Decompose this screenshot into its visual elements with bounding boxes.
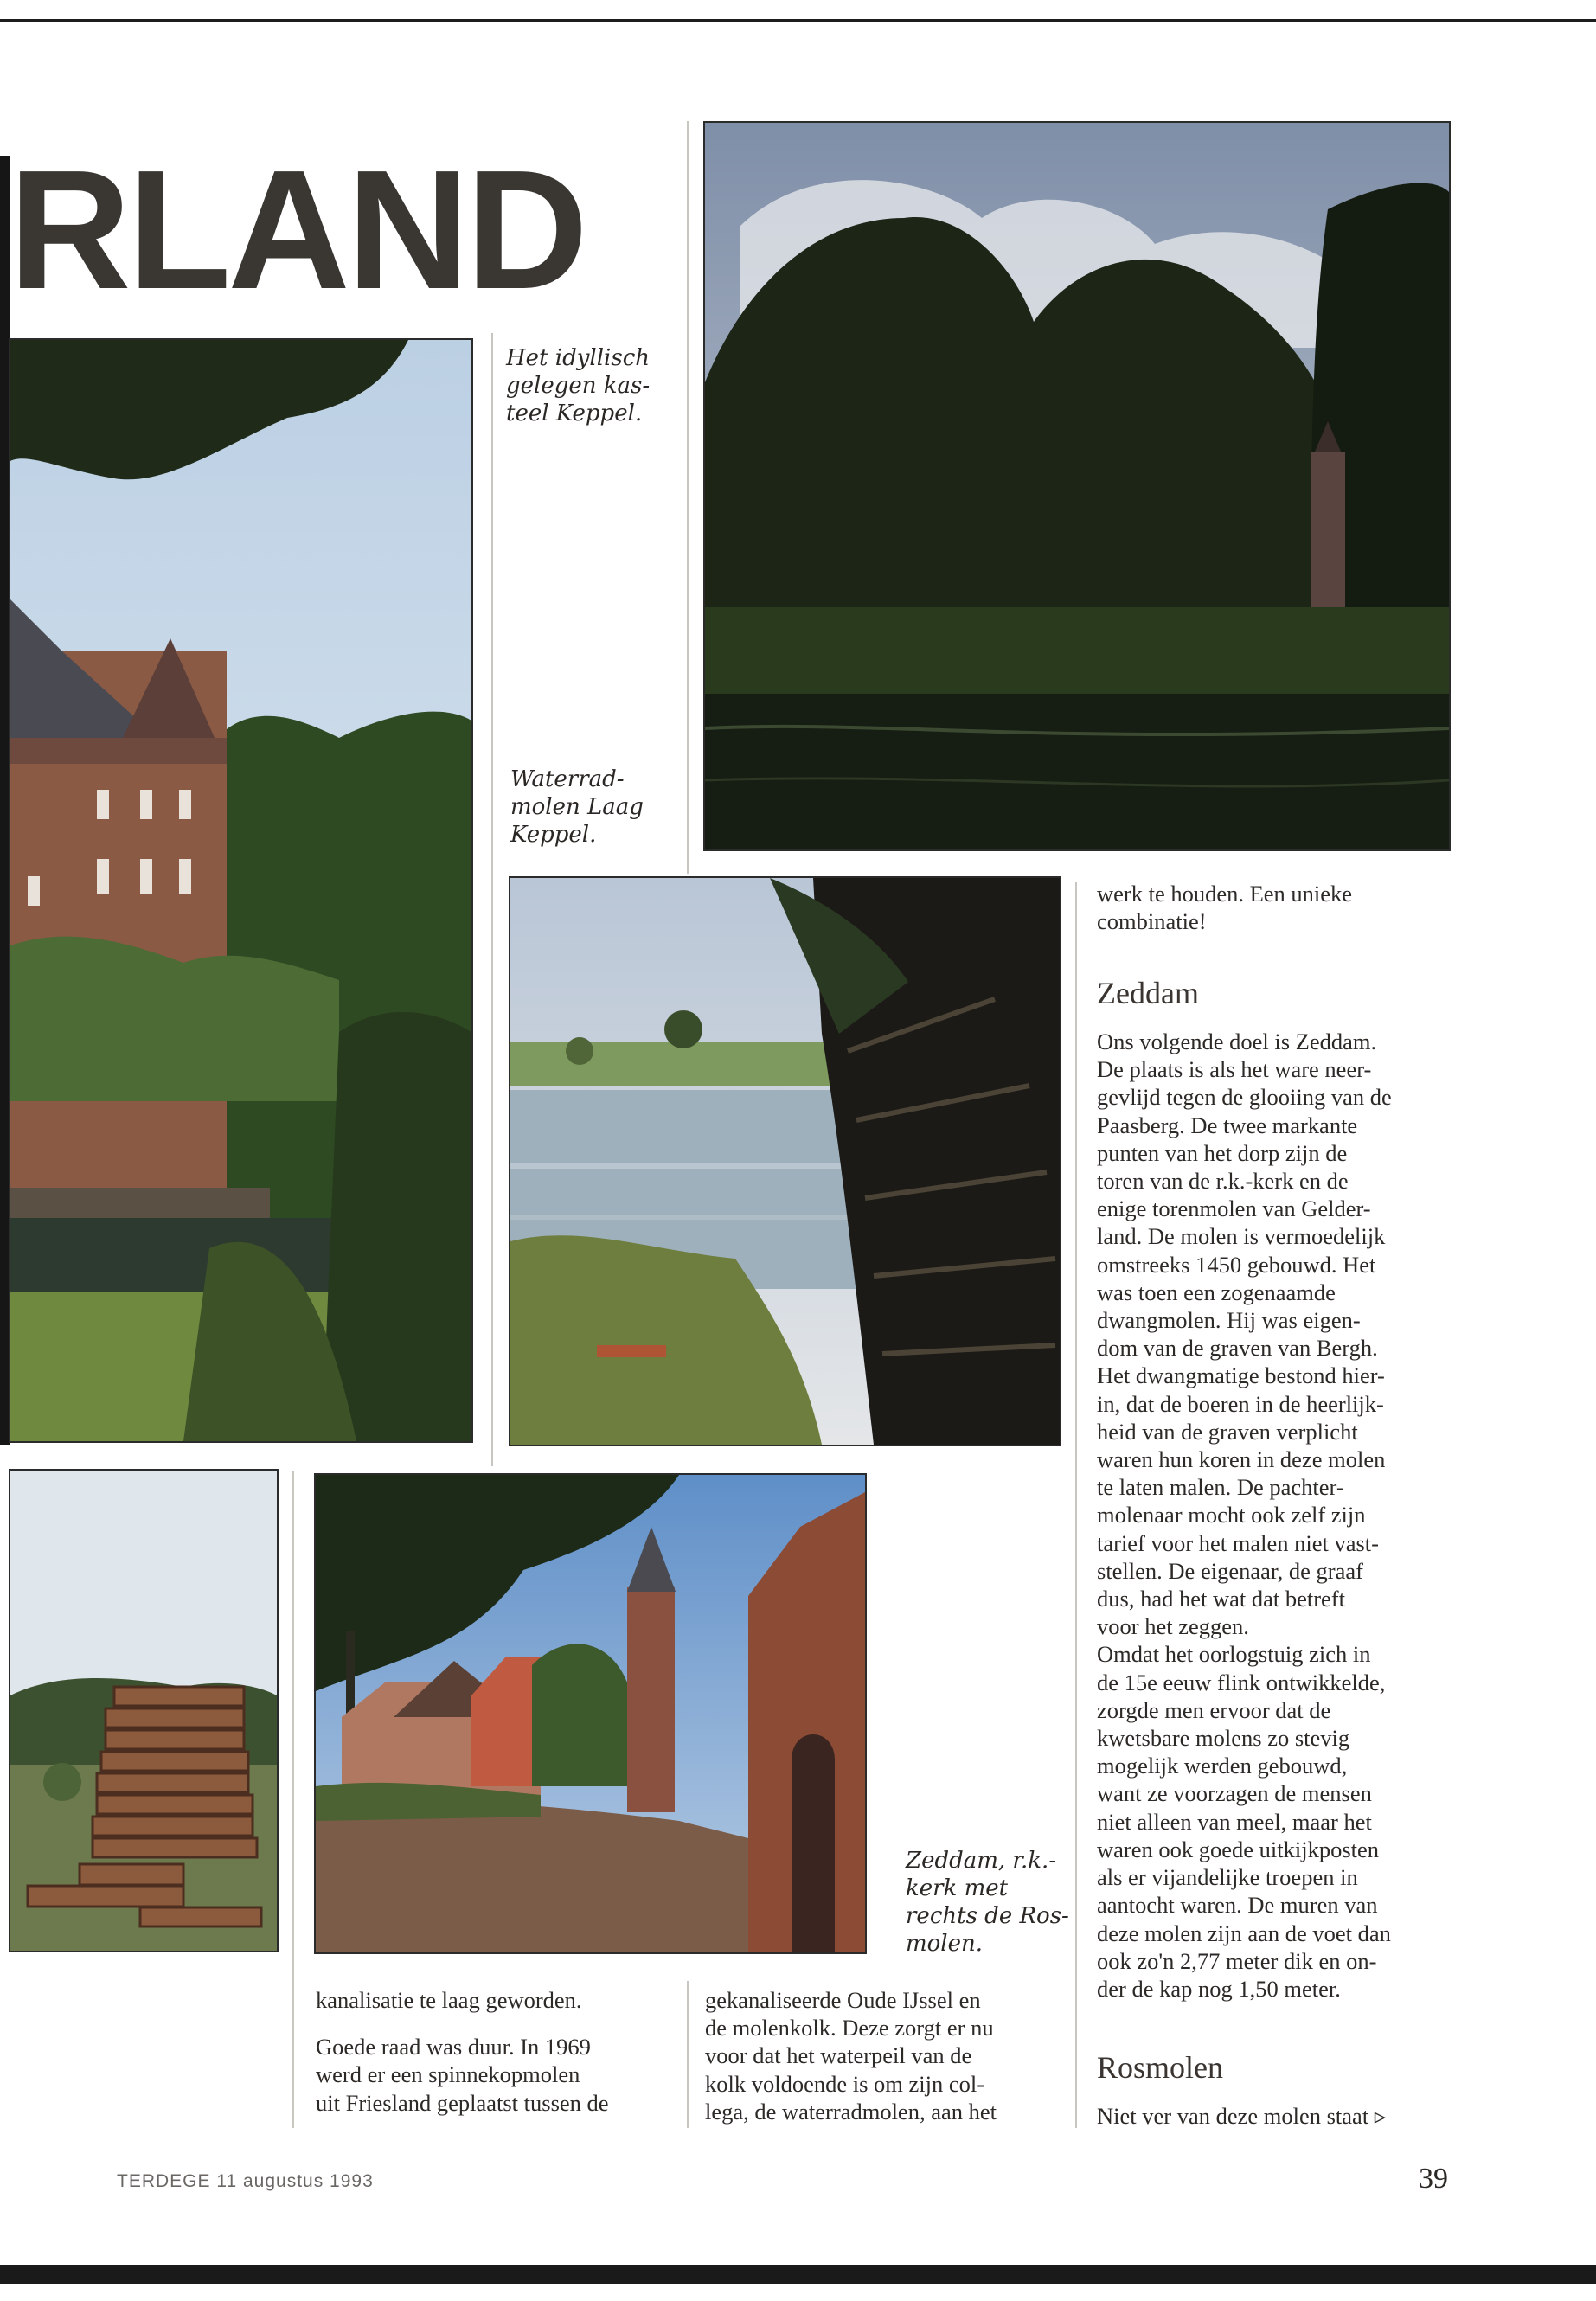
body-line: stellen. De eigenaar, de graaf bbox=[1097, 1557, 1363, 1584]
caption-line: Waterrad- bbox=[510, 766, 625, 792]
caption-zeddam bbox=[906, 1847, 1069, 1958]
footer-publication: TERDEGE 11 augustus 1993 bbox=[117, 2171, 374, 2191]
body-line: gekanaliseerde Oude IJssel en bbox=[705, 1987, 981, 2013]
photo-zeddam-kerk bbox=[316, 1475, 865, 1952]
body-line: deze molen zijn aan de voet dan bbox=[1097, 1920, 1391, 1946]
body-line: de 15e eeuw flink ontwikkelde, bbox=[1097, 1669, 1386, 1695]
body-line: heid van de graven verplicht bbox=[1097, 1418, 1358, 1445]
body-line: want ze voorzagen de mensen bbox=[1097, 1780, 1372, 1807]
body-line: voor dat het waterpeil van de bbox=[705, 2042, 972, 2069]
body-line: omstreeks 1450 gebouwd. Het bbox=[1097, 1251, 1376, 1278]
column-rule bbox=[687, 121, 689, 874]
body-line: als er vijandelijke troepen in bbox=[1097, 1864, 1358, 1891]
top-border bbox=[0, 19, 1596, 22]
column-rule bbox=[292, 1471, 294, 2128]
photo-waterradmolen bbox=[510, 878, 1060, 1445]
caption-line: molen. bbox=[906, 1931, 984, 1957]
body-line: punten van het dorp zijn de bbox=[1097, 1139, 1348, 1166]
photo-kasteel-keppel bbox=[10, 340, 471, 1441]
text-column-2 bbox=[705, 1986, 997, 2125]
caption-waterradmolen bbox=[510, 766, 644, 849]
caption-line: kerk met bbox=[906, 1875, 1009, 1901]
body-line: der de kap nog 1,50 meter. bbox=[1097, 1975, 1341, 2002]
body-line: land. De molen is vermoedelijk bbox=[1097, 1223, 1386, 1250]
subheading-zeddam: Zeddam bbox=[1097, 976, 1199, 1010]
body-line: ook zo'n 2,77 meter dik en on- bbox=[1097, 1947, 1377, 1974]
page-edge-shadow bbox=[0, 156, 10, 1445]
body-line: Het dwangmatige bestond hier- bbox=[1097, 1362, 1385, 1389]
body-line: was toen een zogenaamde bbox=[1097, 1279, 1336, 1305]
column-rule bbox=[491, 333, 493, 1466]
photo-boomstammen bbox=[10, 1471, 277, 1951]
body-line: zorgde men ervoor dat de bbox=[1097, 1696, 1331, 1723]
body-line: gevlijd tegen de glooiing van de bbox=[1097, 1084, 1392, 1111]
body-line: lega, de waterradmolen, aan het bbox=[705, 2098, 997, 2125]
caption-kasteel-keppel bbox=[506, 344, 650, 427]
body-line: combinatie! bbox=[1097, 908, 1207, 935]
headline-fragment: RLAND bbox=[9, 135, 585, 324]
body-line: dus, had het wat dat betreft bbox=[1097, 1586, 1345, 1612]
caption-line: Het idyllisch bbox=[506, 345, 651, 371]
text-column-3-body bbox=[1097, 1028, 1392, 2003]
text-column-3-tail bbox=[1097, 2102, 1386, 2130]
body-line: niet alleen van meel, maar het bbox=[1097, 1808, 1372, 1835]
body-line: werd er een spinnekopmolen bbox=[316, 2061, 580, 2088]
body-line: dwangmolen. Hij was eigen- bbox=[1097, 1307, 1361, 1334]
page-number: 39 bbox=[1419, 2163, 1448, 2195]
body-line: kolk voldoende is om zijn col- bbox=[705, 2070, 985, 2097]
caption-line: teel Keppel. bbox=[506, 401, 643, 426]
body-line: kwetsbare molens zo stevig bbox=[1097, 1725, 1350, 1752]
body-line: de molenkolk. Deze zorgt er nu bbox=[705, 2015, 994, 2041]
body-line: De plaats is als het ware neer- bbox=[1097, 1056, 1372, 1083]
caption-line: Zeddam, r.k.- bbox=[906, 1848, 1057, 1874]
text-column-3 bbox=[1097, 880, 1352, 935]
caption-line: rechts de Ros- bbox=[906, 1903, 1069, 1929]
subheading-rosmolen: Rosmolen bbox=[1097, 2050, 1224, 2085]
column-rule bbox=[1075, 882, 1077, 2128]
body-line: molenaar mocht ook zelf zijn bbox=[1097, 1502, 1366, 1529]
body-line: Goede raad was duur. In 1969 bbox=[316, 2034, 591, 2061]
photo-trees-pond bbox=[705, 123, 1449, 849]
caption-line: molen Laag bbox=[510, 794, 644, 820]
body-line: mogelijk werden gebouwd, bbox=[1097, 1753, 1348, 1779]
body-line: werk te houden. Een unieke bbox=[1097, 881, 1353, 907]
caption-line: Keppel. bbox=[510, 822, 597, 848]
body-line: waren hun koren in deze molen bbox=[1097, 1446, 1386, 1473]
caption-line: gelegen kas- bbox=[506, 373, 651, 399]
body-line: waren ook goede uitkijkposten bbox=[1097, 1836, 1380, 1862]
body-line: toren van de r.k.-kerk en de bbox=[1097, 1168, 1349, 1195]
body-line: aantocht waren. De muren van bbox=[1097, 1892, 1378, 1919]
bottom-border bbox=[0, 2265, 1596, 2284]
body-line: Ons volgende doel is Zeddam. bbox=[1097, 1029, 1377, 1054]
body-line: enige torenmolen van Gelder- bbox=[1097, 1195, 1371, 1222]
body-line: dom van de graven van Bergh. bbox=[1097, 1335, 1378, 1362]
body-line: Omdat het oorlogstuig zich in bbox=[1097, 1641, 1371, 1668]
body-line: kanalisatie te laag geworden. bbox=[316, 1987, 582, 2013]
body-line: te laten malen. De pachter- bbox=[1097, 1474, 1344, 1501]
body-line: tarief voor het malen niet vast- bbox=[1097, 1529, 1379, 1556]
body-line: in, dat de boeren in de heerlijk- bbox=[1097, 1390, 1384, 1417]
body-line: Paasberg. De twee markante bbox=[1097, 1112, 1358, 1138]
text-column-1 bbox=[316, 1986, 609, 2117]
body-line: uit Friesland geplaatst tussen de bbox=[316, 2089, 609, 2116]
body-line: voor het zeggen. bbox=[1097, 1613, 1249, 1640]
column-rule bbox=[687, 1981, 689, 2128]
body-line: Niet ver van deze molen staat ▹ bbox=[1097, 2103, 1387, 2129]
